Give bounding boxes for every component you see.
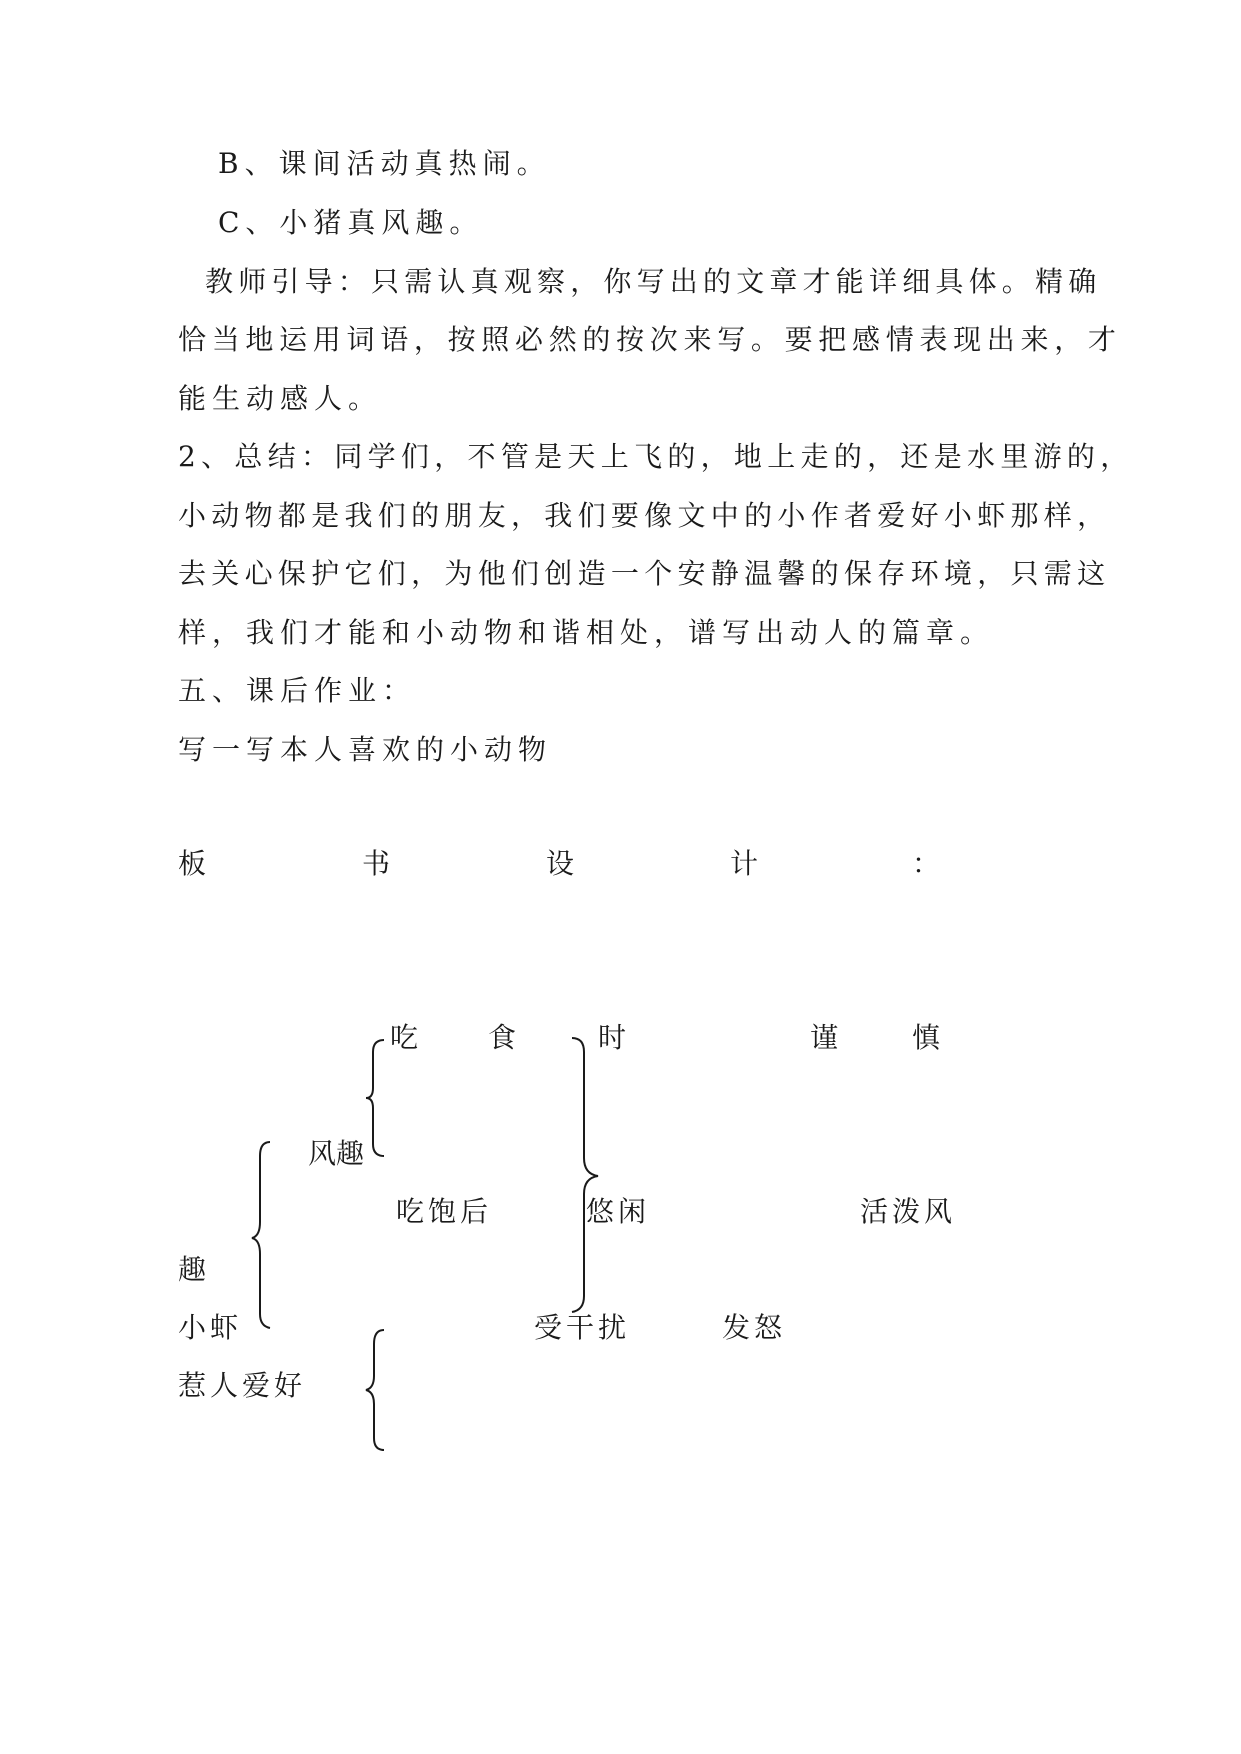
board-header-char-2: 书 bbox=[362, 847, 391, 880]
board-careful-char-1: 谨 bbox=[810, 1021, 839, 1054]
brace-shrimp bbox=[252, 1142, 270, 1328]
summary-line-4: 样，我们才能和小动物和谐相处，谱写出动人的篇章。 bbox=[178, 616, 995, 649]
board-qu-char: 趣 bbox=[178, 1253, 207, 1286]
brace-behaviour bbox=[572, 1038, 598, 1312]
teacher-guide-line-1: 教师引导：只需认真观察，你写出的文章才能详细具体。精确 bbox=[205, 265, 1102, 298]
board-header-char-3: 设 bbox=[546, 847, 575, 880]
board-header-char-1: 板 bbox=[178, 847, 207, 880]
board-eating-label: 吃食 bbox=[390, 1021, 587, 1054]
board-shrimp-label: 小虾 bbox=[178, 1311, 243, 1344]
board-header-char-4: 计 bbox=[730, 847, 759, 880]
board-lovable-label: 惹人爱好 bbox=[178, 1369, 307, 1402]
paragraph-option-b: B、课间活动真热闹。 bbox=[218, 147, 551, 180]
summary-line-1: 2、总结：同学们，不管是天上飞的，地上走的，还是水里游的， bbox=[178, 440, 1134, 473]
brace-eating bbox=[366, 1040, 384, 1156]
board-angry-label: 发怒 bbox=[722, 1311, 787, 1344]
teacher-guide-line-2: 恰当地运用词语，按照必然的按次来写。要把感情表现出来，才 bbox=[178, 323, 1122, 356]
board-header-colon: ： bbox=[912, 847, 941, 880]
board-after-eating-label: 吃饱后 bbox=[396, 1195, 493, 1228]
homework-heading: 五、课后作业： bbox=[178, 674, 417, 707]
board-funny-label: 风趣 bbox=[308, 1137, 365, 1170]
board-lively-label: 活泼风 bbox=[860, 1195, 957, 1228]
board-time-label: 时 bbox=[598, 1021, 627, 1054]
summary-line-2: 小动物都是我们的朋友，我们要像文中的小作者爱好小虾那样， bbox=[178, 499, 1111, 532]
paragraph-option-c: C、小猪真风趣。 bbox=[218, 206, 484, 239]
teacher-guide-line-3: 能生动感人。 bbox=[178, 382, 383, 415]
brace-lovable bbox=[366, 1330, 384, 1450]
board-disturbed-label: 受干扰 bbox=[534, 1311, 631, 1344]
homework-task: 写一写本人喜欢的小动物 bbox=[178, 733, 553, 766]
board-careful-char-2: 慎 bbox=[912, 1021, 941, 1054]
board-leisurely-label: 悠闲 bbox=[586, 1195, 651, 1228]
summary-line-3: 去关心保护它们，为他们创造一个安静温馨的保存环境，只需这 bbox=[178, 557, 1111, 590]
